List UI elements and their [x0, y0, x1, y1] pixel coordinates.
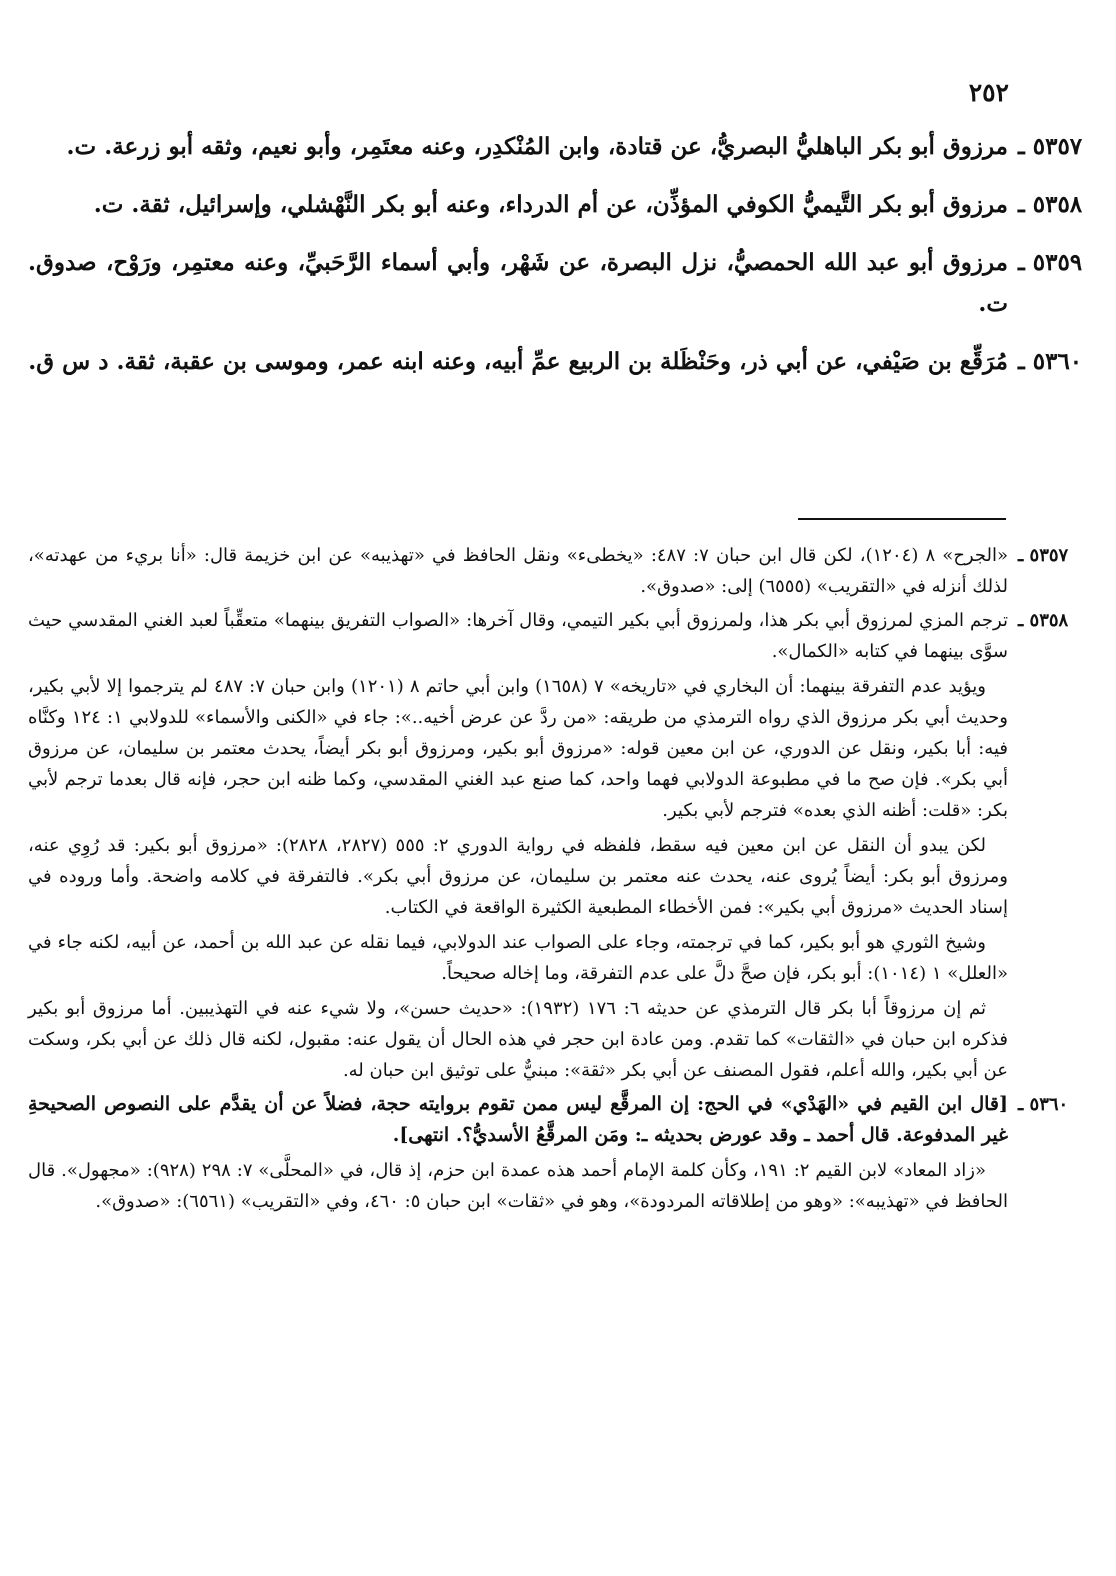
- entry-text: مرزوق أبو عبد الله الحمصيُّ، نزل البصرة، عن شَهْر، وأبي أسماء الرَّحَبيِّ، وعنه معتمِر، ورَوْح، صدوق. ت.: [28, 249, 1008, 317]
- entry-5360: [28, 341, 1083, 382]
- footnote-5357: [28, 540, 1069, 602]
- book-page: [28, 0, 1083, 1576]
- entry-number: ٥٣٦٠ ـ: [1018, 348, 1083, 375]
- footnote-paragraph: ترجم المزي لمرزوق أبي بكر هذا، ولمرزوق أبي بكير التيمي، وقال آخرها: «الصواب التفريق بينهما» متعقِّباً لعبد الغني المقدسي حيث سوَّى بينهما في كتابه «الكمال».: [28, 610, 1008, 662]
- footnote-paragraph: ويؤيد عدم التفرقة بينهما: أن البخاري في «تاريخه» ٧ (١٦٥٨) وابن أبي حاتم ٨ (١٢٠١) وابن حبان ٧: ٤٨٧ لم يترجموا إلا لأبي بكير، وحديث أبي بكر مرزوق الذي رواه الترمذي من طريقه: «من ردَّ عن عرض أخيه..»: جاء في «الكنى والأسماء» للدولابي ١: ١٢٤ وكنَّاه فيه: أبا بكير، ونقل عن الدوري، عن ابن معين قوله: «مرزوق أبو بكير، ومرزوق أبو بكر أيضاً، يحدث معتمر بن سليمان، عن مرزوق أبي بكر». فإن صح ما في مطبوعة الدولابي فهما واحد، كما صنع عبد الغني المقدسي، وكما ظنه ابن حجر، فإنه قال بعدما ترجم لأبي بكر: «قلت: أظنه الذي بعده» فترجم لأبي بكير.: [28, 676, 1008, 821]
- footnote-paragraph: «الجرح» ٨ (١٢٠٤)، لكن قال ابن حبان ٧: ٤٨٧: «يخطىء» ونقل الحافظ في «تهذيبه» عن ابن خزيمة قال: «أنا بريء من عهدته»، لذلك أنزله في «التقريب» (٦٥٥٥) إلى: «صدوق».: [28, 545, 1008, 597]
- footnote-number: ٥٣٦٠ ـ: [1018, 1094, 1069, 1115]
- entry-number: ٥٣٥٨ ـ: [1018, 191, 1083, 218]
- entry-5358: [28, 184, 1083, 225]
- footnote-5360: [28, 1089, 1069, 1217]
- footnote-paragraph: لكن يبدو أن النقل عن ابن معين فيه سقط، فلفظه في رواية الدوري ٢: ٥٥٥ (٢٨٢٧، ٢٨٢٨): «مرزوق أبو بكير: قد رُوِي عنه، ومرزوق أبو بكر: أيضاً يُروى عنه، يحدث عنه معتمر بن سليمان، عن مرزوق أبي بكر». فالتفرقة في كلامه واضحة. وأما وروده في إسناد الحديث «مرزوق أبي بكير»: فمن الأخطاء المطبعية الكثيرة الواقعة في الكتاب.: [28, 835, 1008, 918]
- footnote-paragraph: «زاد المعاد» لابن القيم ٢: ١٩١، وكأن كلمة الإمام أحمد هذه عمدة ابن حزم، إذ قال، في «المحلَّى» ٧: ٢٩٨ (٩٢٨): «مجهول». قال الحافظ في «تهذيبه»: «وهو من إطلاقاته المردودة»، وهو في «ثقات» ابن حبان ٥: ٤٦٠، وفي «التقريب» (٦٥٦١): «صدوق».: [28, 1160, 1008, 1212]
- footnote-quote: [قال ابن القيم في «الهَدْي» في الحج: إن المرقَّع ليس ممن تقوم بروايته حجة، فضلاً عن أن يقدَّم على النصوص الصحيحةِ غير المدفوعة. قال أحمد ـ وقد عورض بحديثه ـ: ومَن المرقَّعُ الأسديُّ؟. انتهى].: [28, 1093, 1008, 1146]
- entry-number: ٥٣٥٩ ـ: [1018, 249, 1083, 276]
- entry-5357: [28, 126, 1083, 167]
- footnote-5358: [28, 605, 1069, 1086]
- footnotes: [28, 540, 1069, 1220]
- page-number: ٢٥٢: [968, 78, 1009, 107]
- main-entries: [28, 126, 1083, 399]
- footnote-paragraph: وشيخ الثوري هو أبو بكير، كما في ترجمته، وجاء على الصواب عند الدولابي، فيما نقله عن عبد الله بن أحمد، عن أبيه، لكنه جاء في «العلل» ١ (١٠١٤): أبو بكر، فإن صحَّ دلَّ على عدم التفرقة، وما إخاله صحيحاً.: [28, 932, 1008, 984]
- entry-text: مرزوق أبو بكر التَّيميُّ الكوفي المؤذِّن، عن أم الدرداء، وعنه أبو بكر النَّهْشلي، وإسرائيل، ثقة. ت.: [93, 191, 1008, 218]
- footnote-separator: [798, 518, 1006, 520]
- footnote-number: ٥٣٥٧ ـ: [1018, 545, 1069, 566]
- footnote-paragraph: ثم إن مرزوقاً أبا بكر قال الترمذي عن حديثه ٦: ١٧٦ (١٩٣٢): «حديث حسن»، ولا شيء عنه في التهذيبين. أما مرزوق أبو بكير فذكره ابن حبان في «الثقات» كما تقدم. ومن عادة ابن حجر في هذه الحال أن يقول عنه: مقبول، لكنه قال ذلك عن أبي بكر، وسكت عن أبي بكير، والله أعلم، فقول المصنف عن أبي بكر «ثقة»: مبنيٌّ على توثيق ابن حبان له.: [28, 998, 1008, 1081]
- footnote-number: ٥٣٥٨ ـ: [1018, 610, 1069, 631]
- entry-text: مرزوق أبو بكر الباهليُّ البصريُّ، عن قتادة، وابن المُنْكدِر، وعنه معتَمِر، وأبو نعيم، وثقه أبو زرعة. ت.: [66, 133, 1008, 160]
- entry-5359: [28, 242, 1083, 324]
- entry-text: مُرَقِّع بن صَيْفي، عن أبي ذر، وحَنْظَلة بن الربيع عمِّ أبيه، وعنه ابنه عمر، وموسى بن عقبة، ثقة. د س ق.: [28, 348, 1008, 375]
- entry-number: ٥٣٥٧ ـ: [1018, 133, 1083, 160]
